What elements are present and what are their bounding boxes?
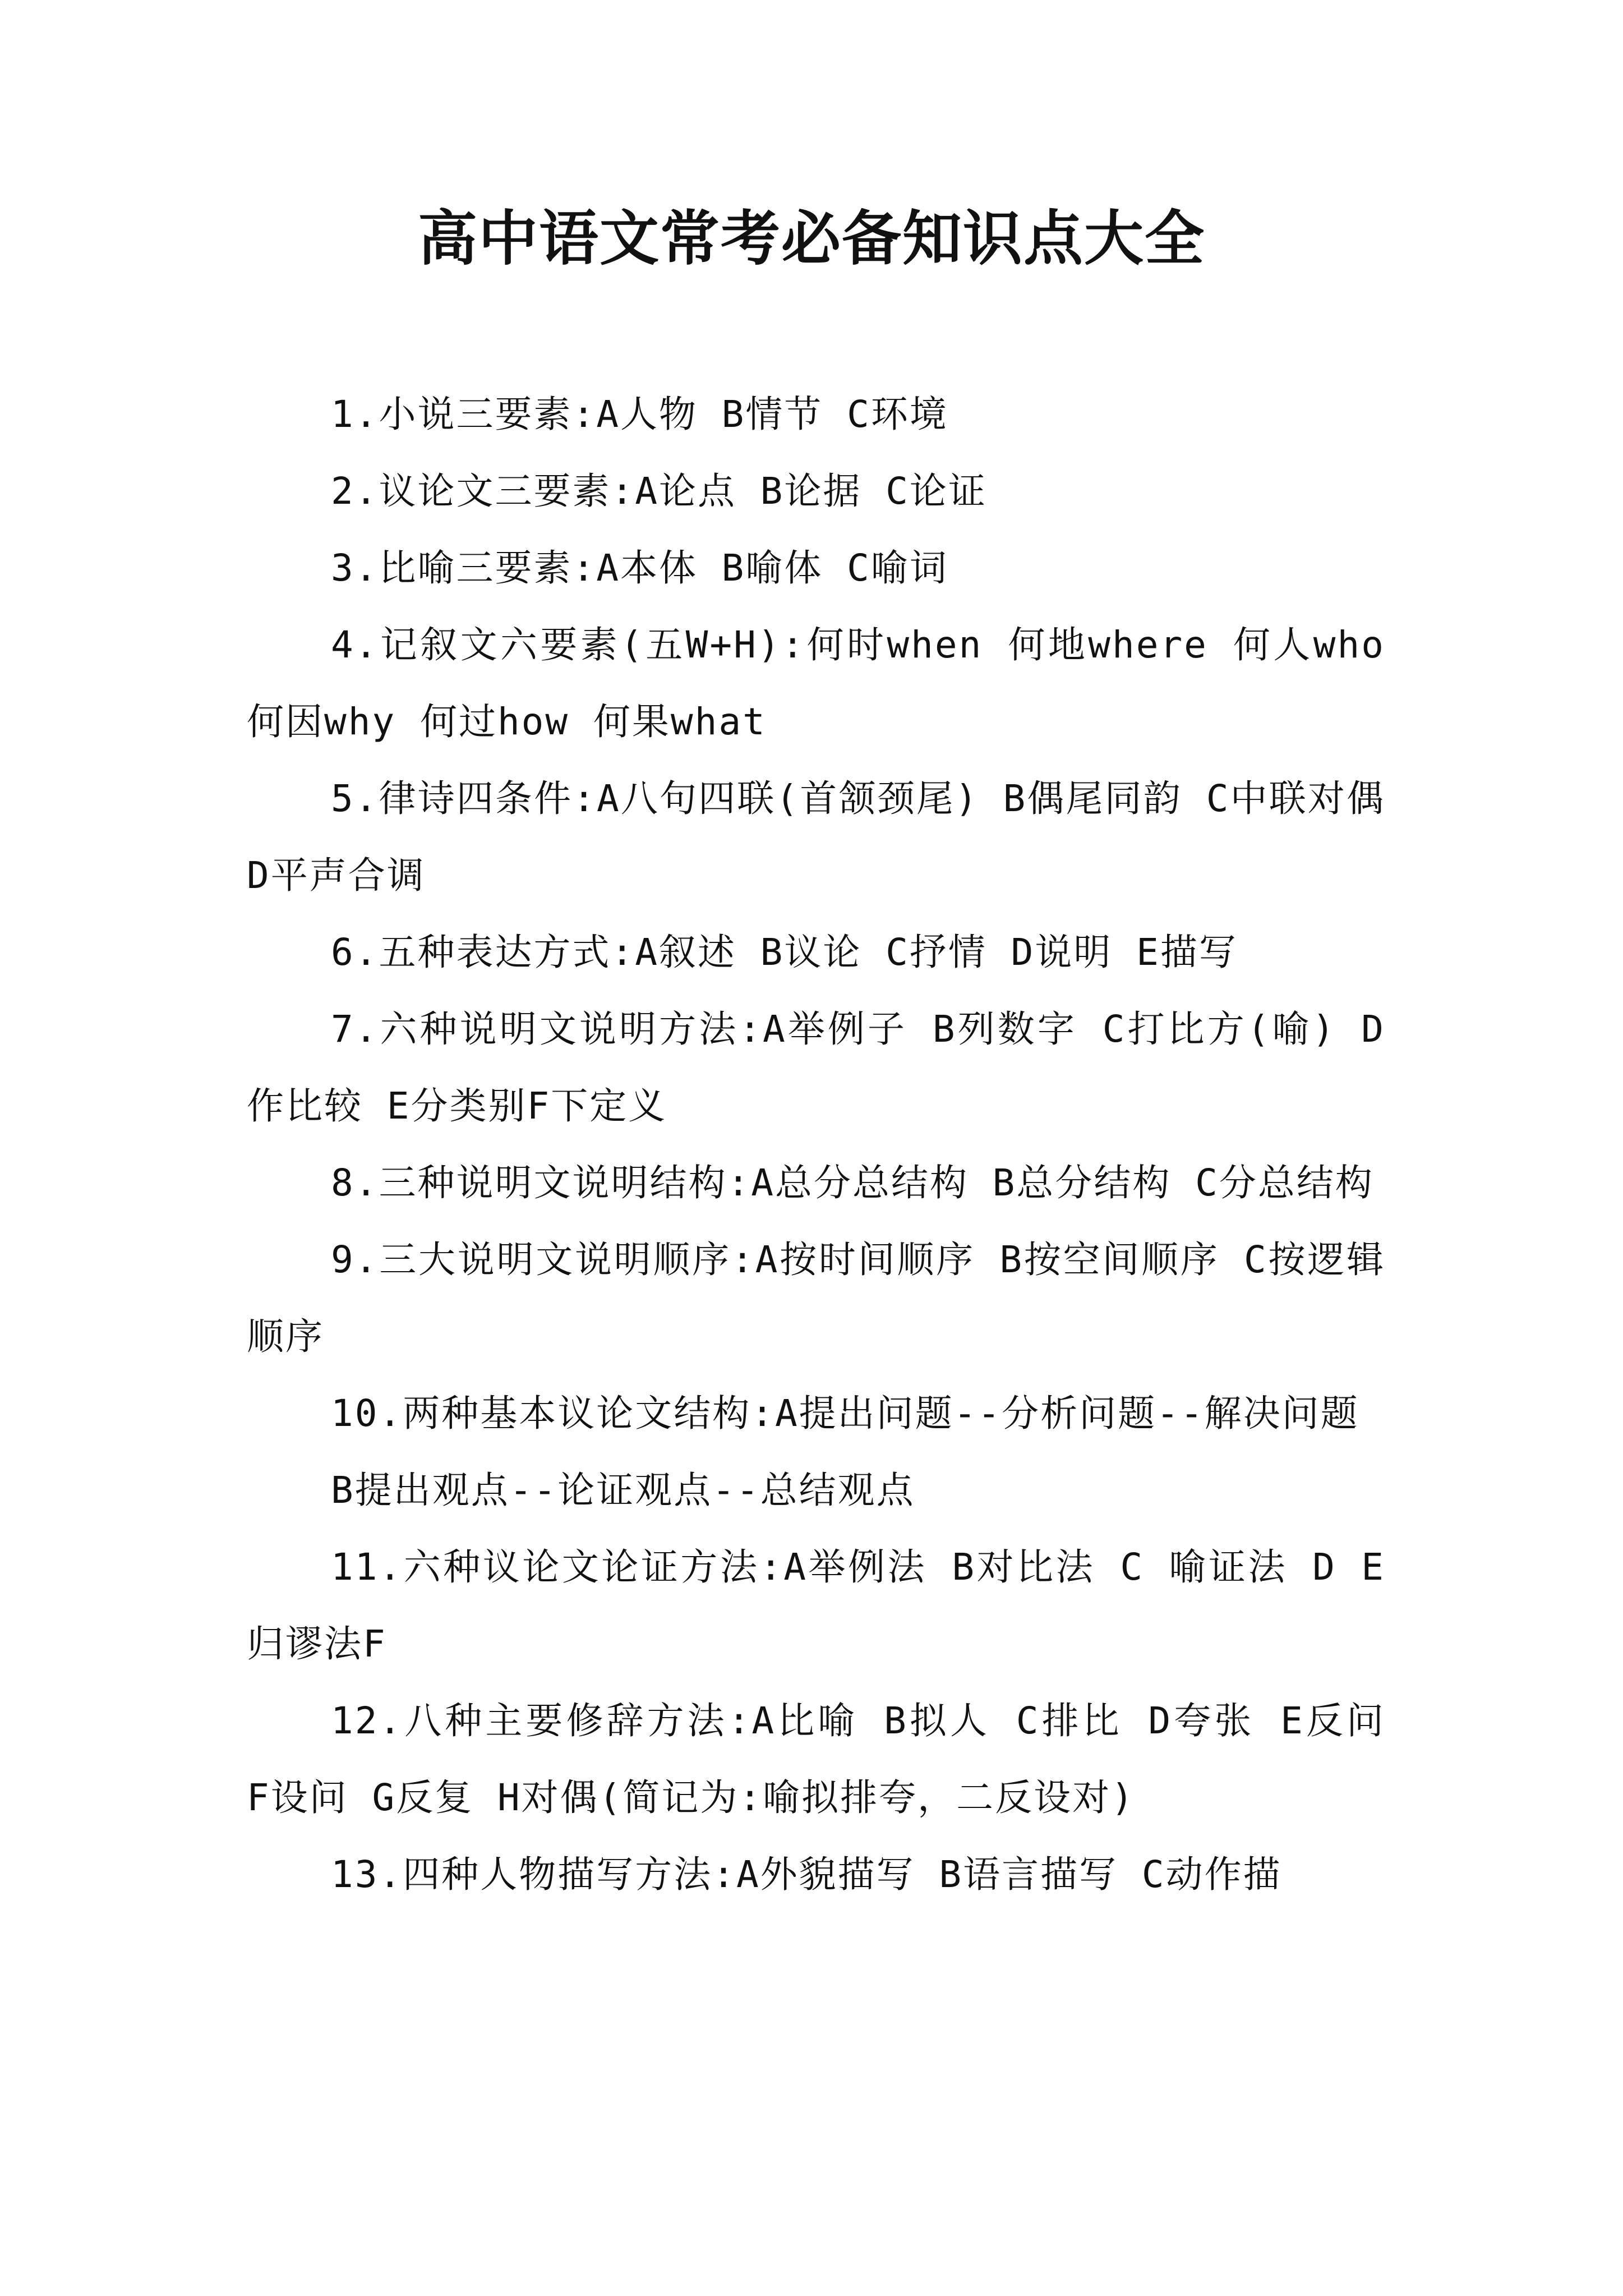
document-title: 高中语文常考必备知识点大全 bbox=[418, 203, 1205, 273]
paragraph-9: 9.三大说明文说明顺序:A按时间顺序 B按空间顺序 C按逻辑顺序 bbox=[247, 1238, 1385, 1358]
paragraph-13: 13.四种人物描写方法:A外貌描写 B语言描写 C动作描 bbox=[331, 1853, 1282, 1896]
paragraph-12: 12.八种主要修辞方法:A比喻 B拟人 C排比 D夸张 E反问 F设问 G反复 H对偶(简记为:喻拟排夸，二反设对) bbox=[247, 1699, 1385, 1819]
paragraph-8: 8.三种说明文说明结构:A总分总结构 B总分结构 C分总结构 bbox=[331, 1161, 1374, 1204]
paragraph-11: 11.六种议论文论证方法:A举例法 B对比法 C 喻证法 D E归谬法F bbox=[247, 1545, 1385, 1665]
paragraph-3: 3.比喻三要素:A本体 B喻体 C喻词 bbox=[331, 546, 948, 590]
paragraph-7: 7.六种说明文说明方法:A举例子 B列数字 C打比方(喻) D作比较 E分类别F下定义 bbox=[247, 1007, 1385, 1128]
paragraph-6: 6.五种表达方式:A叙述 B议论 C抒情 D说明 E描写 bbox=[331, 931, 1238, 974]
paragraph-2: 2.议论文三要素:A论点 B论据 C论证 bbox=[331, 470, 987, 513]
paragraph-10-b: B提出观点--论证观点--总结观点 bbox=[331, 1469, 915, 1512]
paragraph-4: 4.记叙文六要素(五W+H):何时when 何地where 何人who 何因why 何过how 何果what bbox=[247, 623, 1385, 743]
paragraph-10: 10.两种基本议论文结构:A提出问题--分析问题--解决问题 bbox=[331, 1392, 1359, 1435]
paragraph-5: 5.律诗四条件:A八句四联(首颔颈尾) B偶尾同韵 C中联对偶 D平声合调 bbox=[247, 777, 1385, 897]
paragraph-1: 1.小说三要素:A人物 B情节 C环境 bbox=[331, 393, 948, 436]
document-body bbox=[247, 376, 1385, 1913]
